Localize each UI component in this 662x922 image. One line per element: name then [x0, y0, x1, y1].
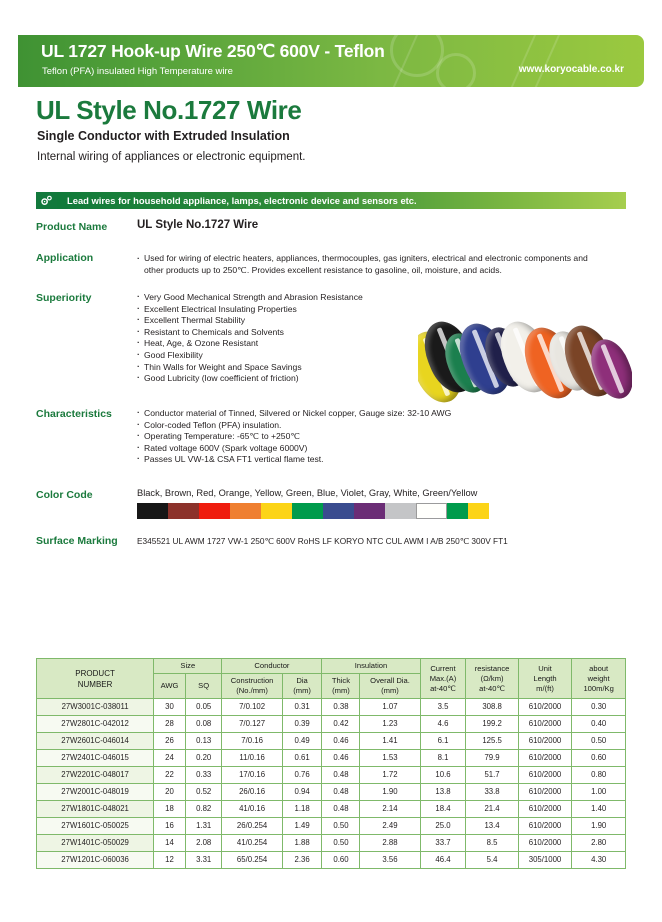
cell-overall-dia: 3.56 [360, 852, 420, 869]
list-item: · Operating Temperature: -65℃ to +250℃ [137, 431, 451, 443]
cell-overall-dia: 1.41 [360, 733, 420, 750]
characteristics-label: Characteristics [36, 408, 112, 420]
table-head [37, 659, 626, 699]
cell-sq: 2.08 [185, 835, 222, 852]
list-item: · Color-coded Teflon (PFA) insulation. [137, 420, 451, 432]
cell-resistance: 199.2 [466, 716, 518, 733]
banner-title: UL 1727 Hook-up Wire 250℃ 600V - Teflon [41, 41, 385, 61]
superiority-label: Superiority [36, 292, 92, 304]
cell-resistance: 308.8 [466, 699, 518, 716]
cell-current-max: 6.1 [420, 733, 466, 750]
cell-construction: 17/0.16 [222, 767, 282, 784]
cell-unit-length: 610/2000 [518, 801, 572, 818]
cell-overall-dia: 1.23 [360, 716, 420, 733]
cell-overall-dia: 1.90 [360, 784, 420, 801]
cell-conductor-dia: 0.39 [282, 716, 322, 733]
decorative-circle [436, 53, 476, 87]
cell-construction: 7/0.102 [222, 699, 282, 716]
page-subtitle: Single Conductor with Extruded Insulation [37, 129, 290, 143]
column-group-insulation: Insulation [322, 659, 420, 674]
cell-overall-dia: 1.72 [360, 767, 420, 784]
application-line-2: other products up to 250℃. Provides excellent resistance to gasoline, oil, moisture, and acids. [144, 265, 502, 275]
header-banner [18, 35, 644, 87]
cell-sq: 3.31 [185, 852, 222, 869]
cell-awg: 20 [154, 784, 186, 801]
column-header-unit-length: Unit Length m/(ft) [518, 659, 572, 699]
cell-insulation-thick: 0.60 [322, 852, 360, 869]
color-swatch-violet [354, 503, 385, 519]
cell-weight: 0.50 [572, 733, 626, 750]
company-website-url[interactable]: www.koryocable.co.kr [518, 64, 624, 75]
decorative-slash [504, 35, 542, 87]
surface-marking-value: E345521 UL AWM 1727 VW-1 250℃ 600V RoHS LF KORYO NTC CUL AWM I A/B 250℃ 300V FT1 [137, 536, 508, 546]
lead-wires-bar [36, 192, 626, 209]
cell-overall-dia: 1.53 [360, 750, 420, 767]
cell-current-max: 18.4 [420, 801, 466, 818]
color-swatch-blue [323, 503, 354, 519]
color-swatch-bar [137, 503, 489, 519]
cell-construction: 41/0.16 [222, 801, 282, 818]
color-swatch-black [137, 503, 168, 519]
color-swatch-green-yellow-green [447, 503, 468, 519]
cell-resistance: 21.4 [466, 801, 518, 818]
cell-sq: 0.13 [185, 733, 222, 750]
list-item: · Good Lubricity (low coefficient of friction) [137, 373, 363, 385]
cell-product-number: 27W1601C-050025 [37, 818, 154, 835]
cell-insulation-thick: 0.48 [322, 801, 360, 818]
cell-resistance: 79.9 [466, 750, 518, 767]
list-item: · Thin Walls for Weight and Space Savings [137, 362, 363, 374]
page-title: UL Style No.1727 Wire [36, 95, 302, 125]
column-group-size: Size [154, 659, 222, 674]
cell-construction: 11/0.16 [222, 750, 282, 767]
list-item: · Very Good Mechanical Strength and Abrasion Resistance [137, 292, 363, 304]
table-row [37, 750, 626, 767]
cell-unit-length: 610/2000 [518, 750, 572, 767]
cell-unit-length: 610/2000 [518, 784, 572, 801]
table-header-row-1 [37, 659, 626, 674]
cell-awg: 30 [154, 699, 186, 716]
cell-sq: 0.33 [185, 767, 222, 784]
cell-current-max: 3.5 [420, 699, 466, 716]
list-item: · Rated voltage 600V (Spark voltage 6000V) [137, 443, 451, 455]
cell-conductor-dia: 1.88 [282, 835, 322, 852]
column-header-thick: Thick (mm) [322, 674, 360, 699]
cell-conductor-dia: 0.31 [282, 699, 322, 716]
list-item: · Good Flexibility [137, 350, 363, 362]
cell-unit-length: 610/2000 [518, 733, 572, 750]
cell-insulation-thick: 0.50 [322, 818, 360, 835]
cell-product-number: 27W1401C-050029 [37, 835, 154, 852]
cell-weight: 4.30 [572, 852, 626, 869]
cell-construction: 26/0.16 [222, 784, 282, 801]
cell-sq: 0.20 [185, 750, 222, 767]
cell-product-number: 27W1801C-048021 [37, 801, 154, 818]
cell-current-max: 4.6 [420, 716, 466, 733]
cell-weight: 1.40 [572, 801, 626, 818]
surface-marking-label: Surface Marking [36, 535, 118, 547]
page-description: Internal wiring of appliances or electronic equipment. [37, 151, 306, 163]
table-row [37, 818, 626, 835]
cell-product-number: 27W2401C-046015 [37, 750, 154, 767]
column-header-weight: about weight 100m/Kg [572, 659, 626, 699]
list-item: · Excellent Electrical Insulating Properties [137, 304, 363, 316]
list-item: · Resistant to Chemicals and Solvents [137, 327, 363, 339]
product-name-value: UL Style No.1727 Wire [137, 219, 259, 231]
cell-product-number: 27W2001C-048019 [37, 784, 154, 801]
column-header-overall-dia: Overall Dia. (mm) [360, 674, 420, 699]
cell-awg: 18 [154, 801, 186, 818]
application-label: Application [36, 252, 94, 264]
cell-awg: 26 [154, 733, 186, 750]
table-row [37, 835, 626, 852]
cell-construction: 7/0.127 [222, 716, 282, 733]
cell-sq: 0.52 [185, 784, 222, 801]
cell-insulation-thick: 0.46 [322, 733, 360, 750]
banner-subtitle: Teflon (PFA) insulated High Temperature wire [42, 66, 233, 77]
cell-resistance: 8.5 [466, 835, 518, 852]
cell-conductor-dia: 0.49 [282, 733, 322, 750]
cell-product-number: 27W2601C-046014 [37, 733, 154, 750]
color-code-value: Black, Brown, Red, Orange, Yellow, Green, Blue, Violet, Gray, White, Green/Yellow [137, 488, 478, 498]
cell-unit-length: 610/2000 [518, 818, 572, 835]
cell-current-max: 33.7 [420, 835, 466, 852]
cell-conductor-dia: 0.94 [282, 784, 322, 801]
cell-unit-length: 610/2000 [518, 716, 572, 733]
cell-resistance: 33.8 [466, 784, 518, 801]
cell-current-max: 25.0 [420, 818, 466, 835]
list-item: · Passes UL VW-1& CSA FT1 vertical flame test. [137, 454, 451, 466]
cell-weight: 0.60 [572, 750, 626, 767]
cell-resistance: 51.7 [466, 767, 518, 784]
cell-conductor-dia: 2.36 [282, 852, 322, 869]
cell-weight: 0.40 [572, 716, 626, 733]
cell-sq: 0.82 [185, 801, 222, 818]
list-item: · Heat, Age, & Ozone Resistant [137, 338, 363, 350]
column-header-construction: Construction (No./mm) [222, 674, 282, 699]
cell-construction: 26/0.254 [222, 818, 282, 835]
cell-awg: 24 [154, 750, 186, 767]
decorative-slash [528, 35, 566, 87]
cell-construction: 41/0.254 [222, 835, 282, 852]
cell-insulation-thick: 0.46 [322, 750, 360, 767]
cell-conductor-dia: 1.18 [282, 801, 322, 818]
cell-awg: 22 [154, 767, 186, 784]
cell-construction: 65/0.254 [222, 852, 282, 869]
cell-conductor-dia: 1.49 [282, 818, 322, 835]
table-body [37, 699, 626, 869]
cell-conductor-dia: 0.76 [282, 767, 322, 784]
cell-overall-dia: 2.14 [360, 801, 420, 818]
cell-current-max: 8.1 [420, 750, 466, 767]
column-header-current: Current Max.(A) at-40℃ [420, 659, 466, 699]
color-swatch-green [292, 503, 323, 519]
color-swatch-orange [230, 503, 261, 519]
cell-insulation-thick: 0.48 [322, 767, 360, 784]
table-row [37, 801, 626, 818]
table-row [37, 767, 626, 784]
lead-wires-text: Lead wires for household appliance, lamps, electronic device and sensors etc. [57, 192, 626, 209]
column-header-conductor-dia: Dia (mm) [282, 674, 322, 699]
column-group-conductor: Conductor [222, 659, 322, 674]
list-item: · Conductor material of Tinned, Silvered or Nickel copper, Gauge size: 32-10 AWG [137, 408, 451, 420]
cell-awg: 14 [154, 835, 186, 852]
cell-unit-length: 305/1000 [518, 852, 572, 869]
coiled-wire-photo [418, 302, 632, 410]
color-swatch-red [199, 503, 230, 519]
gears-icon [36, 192, 57, 209]
cell-resistance: 13.4 [466, 818, 518, 835]
application-line-1: · Used for wiring of electric heaters, appliances, thermocouples, gas igniters, electrical and electronic components and [137, 252, 607, 264]
color-swatch-white [416, 503, 447, 519]
cell-current-max: 13.8 [420, 784, 466, 801]
cell-construction: 7/0.16 [222, 733, 282, 750]
cell-resistance: 5.4 [466, 852, 518, 869]
cell-weight: 0.30 [572, 699, 626, 716]
cell-resistance: 125.5 [466, 733, 518, 750]
cell-sq: 0.05 [185, 699, 222, 716]
cell-product-number: 27W2201C-048017 [37, 767, 154, 784]
table-row [37, 733, 626, 750]
cell-unit-length: 610/2000 [518, 699, 572, 716]
cell-weight: 2.80 [572, 835, 626, 852]
cell-weight: 0.80 [572, 767, 626, 784]
column-header-sq: SQ [185, 674, 222, 699]
column-header-product-number: PRODUCT NUMBER [37, 659, 154, 699]
column-header-resistance: resistance (Ω/km) at-40℃ [466, 659, 518, 699]
table-row [37, 716, 626, 733]
cell-insulation-thick: 0.42 [322, 716, 360, 733]
cell-sq: 0.08 [185, 716, 222, 733]
color-swatch-brown [168, 503, 199, 519]
color-swatch-yellow [261, 503, 292, 519]
cell-overall-dia: 2.88 [360, 835, 420, 852]
product-name-label: Product Name [36, 221, 108, 233]
cell-unit-length: 610/2000 [518, 767, 572, 784]
cell-insulation-thick: 0.50 [322, 835, 360, 852]
list-item: · Excellent Thermal Stability [137, 315, 363, 327]
cell-product-number: 27W1201C-060036 [37, 852, 154, 869]
specification-table [36, 658, 626, 869]
cell-overall-dia: 1.07 [360, 699, 420, 716]
table-row [37, 784, 626, 801]
color-swatch-gray [385, 503, 416, 519]
color-code-label: Color Code [36, 489, 93, 501]
cell-conductor-dia: 0.61 [282, 750, 322, 767]
cell-awg: 16 [154, 818, 186, 835]
cell-overall-dia: 2.49 [360, 818, 420, 835]
cell-product-number: 27W2801C-042012 [37, 716, 154, 733]
cell-awg: 12 [154, 852, 186, 869]
superiority-list [137, 292, 363, 385]
cell-weight: 1.90 [572, 818, 626, 835]
cell-sq: 1.31 [185, 818, 222, 835]
table-row [37, 852, 626, 869]
cell-weight: 1.00 [572, 784, 626, 801]
column-header-awg: AWG [154, 674, 186, 699]
color-swatch-green-yellow-yellow [468, 503, 489, 519]
table-row [37, 699, 626, 716]
application-value [137, 252, 607, 276]
cell-awg: 28 [154, 716, 186, 733]
cell-current-max: 10.6 [420, 767, 466, 784]
cell-unit-length: 610/2000 [518, 835, 572, 852]
cell-product-number: 27W3001C-038011 [37, 699, 154, 716]
cell-insulation-thick: 0.48 [322, 784, 360, 801]
characteristics-list [137, 408, 451, 466]
cell-current-max: 46.4 [420, 852, 466, 869]
cell-insulation-thick: 0.38 [322, 699, 360, 716]
